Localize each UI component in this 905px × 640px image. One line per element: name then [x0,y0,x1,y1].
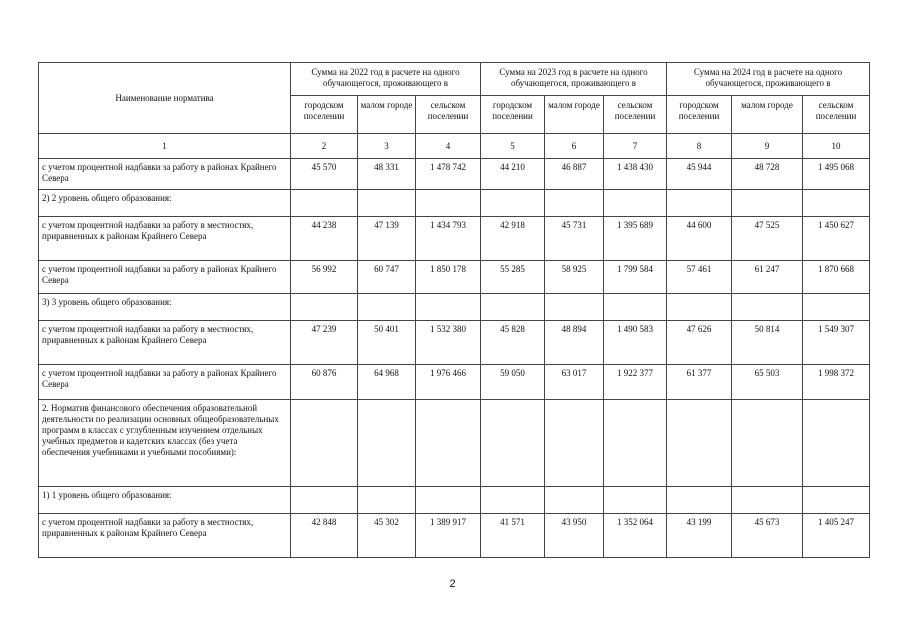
row-value: 48 728 [732,159,803,190]
row-value: 1 434 793 [416,217,481,261]
row-value: 45 673 [732,514,803,558]
page-number: 2 [449,578,456,590]
row-value: 60 876 [291,365,358,400]
row-value: 1 922 377 [604,365,667,400]
row-value [667,400,732,487]
header-name-column: Наименование норматива [39,63,291,134]
row-value [732,400,803,487]
row-value: 58 925 [545,261,604,294]
row-value: 1 389 917 [416,514,481,558]
row-value: 1 799 584 [604,261,667,294]
row-value: 1 490 583 [604,321,667,365]
column-number: 6 [545,134,604,159]
row-value: 56 992 [291,261,358,294]
row-value [803,190,870,217]
row-value: 47 626 [667,321,732,365]
row-value [803,294,870,321]
row-value: 41 571 [481,514,545,558]
row-value: 1 850 178 [416,261,481,294]
row-value: 48 331 [358,159,416,190]
row-value [358,190,416,217]
row-label: с учетом процентной надбавки за работу в местностях, приравненных к районам Крайнего Севера [39,514,291,558]
row-value: 45 731 [545,217,604,261]
row-value [416,190,481,217]
row-label: 2) 2 уровень общего образования: [39,190,291,217]
column-number: 2 [291,134,358,159]
row-value [667,487,732,514]
row-value: 43 199 [667,514,732,558]
row-value [416,400,481,487]
column-number: 7 [604,134,667,159]
row-label: с учетом процентной надбавки за работу в районах Крайнего Севера [39,159,291,190]
row-value: 44 210 [481,159,545,190]
header-group-2022: Сумма на 2022 год в расчете на одного обучающегося, проживающего в [291,63,481,96]
table-body [39,159,870,558]
row-value: 44 238 [291,217,358,261]
row-value: 61 377 [667,365,732,400]
table-row [39,190,870,217]
row-value: 61 247 [732,261,803,294]
row-value [803,487,870,514]
row-value: 1 976 466 [416,365,481,400]
row-label: 2. Норматив финансового обеспечения образовательной деятельности по реализации основных общеобразовательных программ в классах с углубленным изучением отдельных учебных предметов и кадетских классах (без учета обеспечения учебниками и учебными пособиями): [39,400,291,487]
header-sub-urban-2024: городском поселении [667,96,732,134]
row-value [481,294,545,321]
row-value [604,190,667,217]
table-row [39,400,870,487]
row-value: 45 570 [291,159,358,190]
row-value: 1 870 668 [803,261,870,294]
row-value: 42 848 [291,514,358,558]
row-value: 65 503 [732,365,803,400]
column-number: 9 [732,134,803,159]
row-label: 3) 3 уровень общего образования: [39,294,291,321]
table-row [39,217,870,261]
table-row [39,487,870,514]
row-value: 45 828 [481,321,545,365]
column-number: 8 [667,134,732,159]
row-value: 43 950 [545,514,604,558]
row-value [604,487,667,514]
row-value [604,294,667,321]
header-sub-urban-2022: городском поселении [291,96,358,134]
row-value: 63 017 [545,365,604,400]
row-value [291,487,358,514]
row-value [667,190,732,217]
row-value [545,400,604,487]
column-number: 1 [39,134,291,159]
header-sub-urban-2023: городском поселении [481,96,545,134]
row-value: 50 814 [732,321,803,365]
row-value: 60 747 [358,261,416,294]
row-value: 48 894 [545,321,604,365]
header-group-2024: Сумма на 2024 год в расчете на одного обучающегося, проживающего в [667,63,870,96]
row-value [667,294,732,321]
row-value: 57 461 [667,261,732,294]
row-value [481,400,545,487]
row-value: 45 944 [667,159,732,190]
row-value [732,294,803,321]
row-value: 45 302 [358,514,416,558]
row-value [358,294,416,321]
row-value [732,487,803,514]
header-sub-rural-2024: сельском поселении [803,96,870,134]
row-value [803,400,870,487]
header-group-2023: Сумма на 2023 год в расчете на одного обучающегося, проживающего в [481,63,667,96]
row-label: 1) 1 уровень общего образования: [39,487,291,514]
norms-table [38,62,870,558]
header-sub-town-2023: малом городе [545,96,604,134]
row-value: 46 887 [545,159,604,190]
table-row [39,294,870,321]
row-value: 1 998 372 [803,365,870,400]
row-value [545,294,604,321]
table-row [39,261,870,294]
row-value: 1 352 064 [604,514,667,558]
column-number: 3 [358,134,416,159]
row-value: 42 918 [481,217,545,261]
row-value: 1 405 247 [803,514,870,558]
row-value: 44 600 [667,217,732,261]
row-value [481,190,545,217]
header-sub-town-2022: малом городе [358,96,416,134]
row-value: 1 438 430 [604,159,667,190]
row-value: 1 450 627 [803,217,870,261]
row-label: с учетом процентной надбавки за работу в местностях, приравненных к районам Крайнего Севера [39,217,291,261]
row-value [545,190,604,217]
row-value [291,190,358,217]
row-label: с учетом процентной надбавки за работу в районах Крайнего Севера [39,261,291,294]
header-sub-rural-2023: сельском поселении [604,96,667,134]
table-row [39,514,870,558]
row-value [358,487,416,514]
row-value [358,400,416,487]
row-value: 47 525 [732,217,803,261]
row-value: 47 239 [291,321,358,365]
row-value: 1 532 380 [416,321,481,365]
row-value: 64 968 [358,365,416,400]
row-label: с учетом процентной надбавки за работу в районах Крайнего Севера [39,365,291,400]
header-sub-town-2024: малом городе [732,96,803,134]
row-value: 1 395 689 [604,217,667,261]
row-value [416,487,481,514]
table-row [39,159,870,190]
header-sub-rural-2022: сельском поселении [416,96,481,134]
row-value: 59 050 [481,365,545,400]
row-value [732,190,803,217]
row-value [604,400,667,487]
row-value: 1 549 307 [803,321,870,365]
column-number: 5 [481,134,545,159]
row-value [291,400,358,487]
row-value: 1 495 068 [803,159,870,190]
table-row [39,365,870,400]
column-number: 10 [803,134,870,159]
row-label: с учетом процентной надбавки за работу в местностях, приравненных к районам Крайнего Севера [39,321,291,365]
row-value: 50 401 [358,321,416,365]
row-value [481,487,545,514]
row-value: 55 285 [481,261,545,294]
row-value [545,487,604,514]
row-value: 1 478 742 [416,159,481,190]
row-value [416,294,481,321]
column-number: 4 [416,134,481,159]
row-value [291,294,358,321]
row-value: 47 139 [358,217,416,261]
table-row [39,321,870,365]
